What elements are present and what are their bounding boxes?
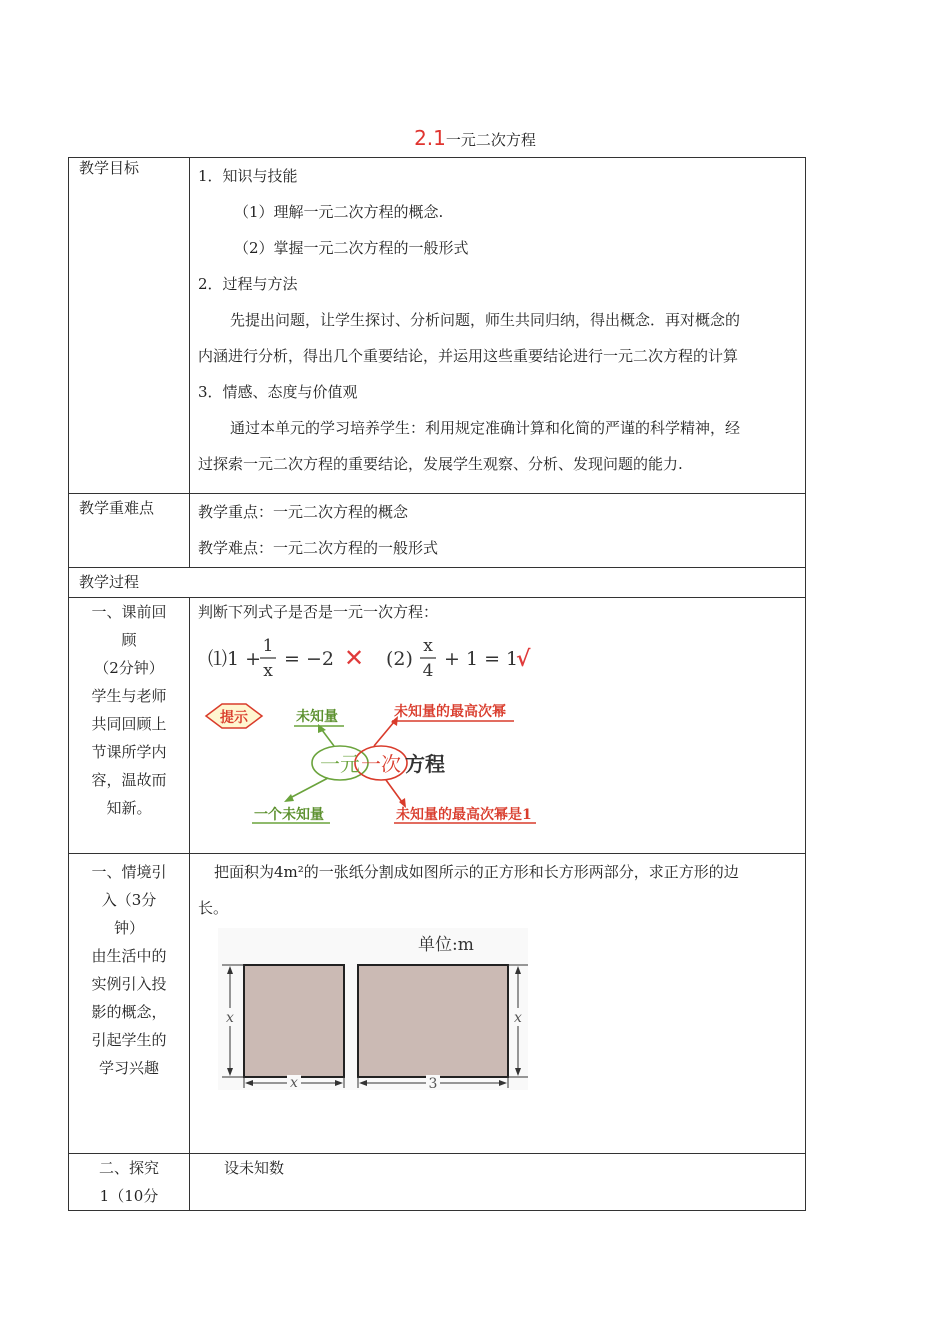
arrow-highest-power — [374, 722, 394, 746]
arrow-one-unknown — [290, 778, 328, 798]
side-line: 容，温故而 — [91, 771, 167, 789]
eq1-rhs: = −2 — [284, 648, 334, 670]
square-piece — [244, 965, 344, 1077]
objective-line: 过探索一元二次方程的重要结论，发展学生观察、分析、发现问题的能力. — [198, 455, 683, 473]
objectives-row — [69, 158, 806, 494]
eq1-numerator: 1 — [262, 636, 274, 656]
objective-line: （2）掌握一元二次方程的一般形式 — [234, 239, 469, 257]
review-prompt: 判断下列式子是否是一元一次方程： — [198, 603, 439, 621]
highest-power-label: 未知量的最高次幂 — [394, 704, 506, 720]
side-line: 知新。 — [106, 799, 152, 817]
paper-figure — [218, 928, 528, 1090]
key-points-row — [69, 494, 806, 568]
side-line: （2分钟） — [94, 659, 164, 677]
side-line: 共同回顾上 — [91, 715, 167, 733]
situation-text: 把面积为4m²的一张纸分割成如图所示的正方形和长方形两部分，求正方形的边 — [214, 863, 739, 881]
situation-side-text — [69, 854, 189, 1082]
process-row — [69, 568, 806, 598]
objectives-content — [190, 158, 806, 494]
dim-x-right: x — [514, 1010, 522, 1026]
objective-line: 2．过程与方法 — [198, 275, 298, 293]
eq2-denominator: 4 — [422, 661, 434, 681]
key-difficulty: 教学难点：一元二次方程的一般形式 — [198, 539, 439, 557]
unknown-label: 未知量 — [296, 709, 338, 725]
arrow-unknown — [322, 730, 334, 746]
eq1-denominator: x — [263, 661, 273, 681]
explore-side-text — [69, 1154, 189, 1210]
objectives-label: 教学目标 — [69, 158, 190, 494]
key-points-content — [190, 494, 806, 568]
lesson-table — [68, 157, 806, 1211]
explore-side — [69, 1154, 190, 1211]
side-line: 节课所学内 — [91, 743, 167, 761]
arrow-head — [284, 794, 294, 802]
explore-content — [190, 1154, 806, 1211]
eq2-rhs: + 1 = 1 — [444, 648, 519, 670]
arrow-highest-power-one — [386, 780, 402, 802]
explore-text: 设未知数 — [224, 1159, 285, 1177]
objective-line: 通过本单元的学习培养学生：利用规定准确计算和化简的严谨的科学精神，经 — [230, 419, 741, 437]
rectangle-piece — [358, 965, 508, 1077]
key-points-label: 教学重难点 — [69, 494, 190, 568]
one-unknown-label: 一个未知量 — [254, 807, 324, 823]
situation-row — [69, 854, 806, 1154]
side-line: 钟） — [113, 919, 144, 937]
page-title — [0, 126, 950, 150]
side-line: 一、课前回 — [91, 603, 167, 621]
side-line: 1（10分 — [99, 1187, 159, 1205]
objective-line: 3．情感、态度与价值观 — [198, 383, 358, 401]
situation-side — [69, 854, 190, 1154]
section-title: 一元二次方程 — [445, 131, 536, 149]
one-deg-label: 一次 — [361, 752, 401, 776]
side-line: 一、情境引 — [91, 863, 167, 881]
cross-icon: ✕ — [344, 644, 365, 672]
hint-label: 提示 — [220, 710, 248, 726]
check-icon: √ — [516, 646, 531, 672]
review-side-text — [69, 598, 189, 822]
side-line: 学习兴趣 — [98, 1059, 159, 1077]
side-line: 影的概念， — [91, 1003, 167, 1021]
side-line: 引起学生的 — [91, 1031, 167, 1049]
one-elem-label: 一元 — [320, 752, 360, 776]
review-side — [69, 598, 190, 854]
review-content — [190, 598, 806, 854]
dim-x-left: x — [226, 1010, 234, 1026]
objective-line: 内涵进行分析，得出几个重要结论，并运用这些重要结论进行一元二次方程的计算 — [198, 347, 739, 365]
objective-line: 1．知识与技能 — [198, 167, 298, 185]
eq2-numerator: x — [423, 636, 433, 656]
dim-x-bottom: x — [290, 1075, 298, 1090]
objective-line: （1）理解一元二次方程的概念. — [234, 203, 444, 221]
side-line: 二、探究 — [98, 1159, 159, 1177]
side-line: 入（3分 — [101, 891, 157, 909]
situation-text: 长。 — [198, 899, 229, 917]
review-row — [69, 598, 806, 854]
process-label: 教学过程 — [69, 568, 806, 598]
side-line: 顾 — [121, 631, 137, 649]
highest-power-one-label: 未知量的最高次幂是1 — [396, 807, 532, 823]
situation-content — [190, 854, 806, 1154]
unit-label: 单位:m — [418, 935, 474, 955]
explore-row — [69, 1154, 806, 1211]
side-line: 学生与老师 — [91, 687, 167, 705]
key-focus: 教学重点：一元二次方程的概念 — [198, 503, 409, 521]
section-number: 2.1 — [414, 126, 446, 150]
side-line: 实例引入投 — [91, 975, 167, 993]
review-diagram — [198, 626, 598, 826]
eq2-label: (2) — [386, 648, 413, 670]
dim-3-bottom: 3 — [428, 1076, 438, 1090]
side-line: 由生活中的 — [91, 947, 167, 965]
objective-line: 先提出问题，让学生探讨、分析问题，师生共同归纳，得出概念．再对概念的 — [230, 311, 741, 329]
equation-label: 方程 — [405, 752, 445, 776]
eq1-label: ⑴1 + — [208, 648, 262, 670]
